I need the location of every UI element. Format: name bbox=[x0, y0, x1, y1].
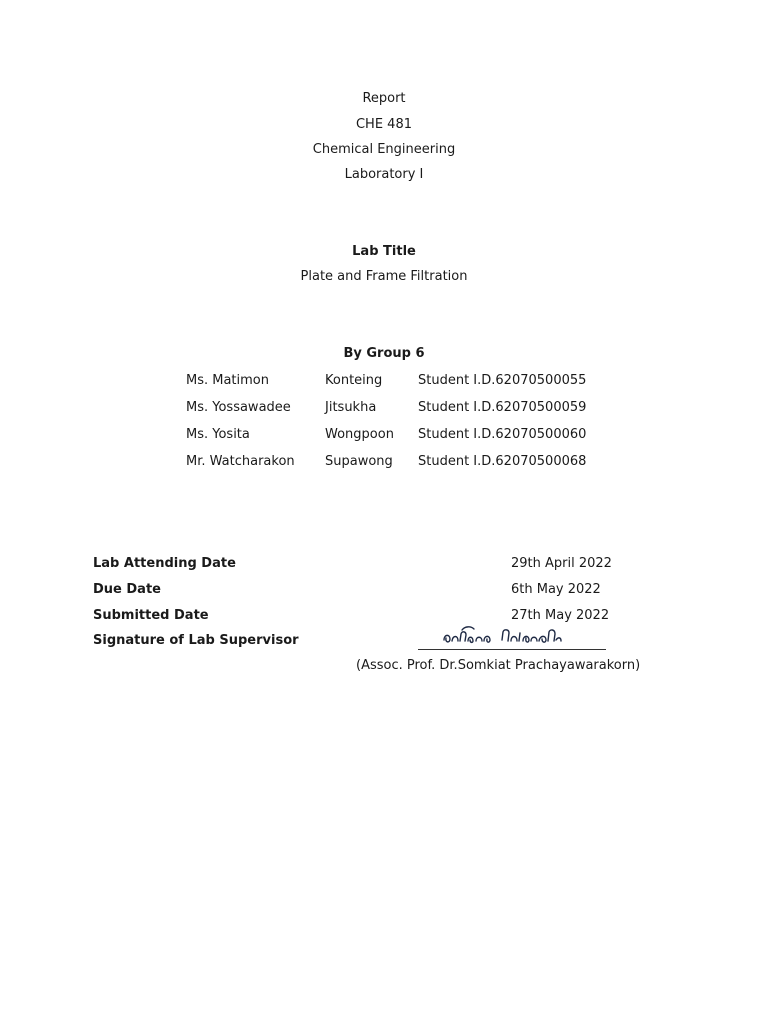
due-date-row bbox=[0, 582, 768, 598]
member-row bbox=[0, 427, 768, 443]
member-last-name: Konteing bbox=[325, 373, 383, 388]
member-first-name: Ms. Matimon bbox=[186, 373, 270, 388]
member-first-name: Ms. Yossawadee bbox=[186, 400, 291, 415]
course-subtitle: Laboratory I bbox=[344, 167, 424, 182]
attending-date-label: Lab Attending Date bbox=[93, 556, 236, 571]
attending-date-value: 29th April 2022 bbox=[511, 556, 612, 571]
member-row bbox=[0, 454, 768, 470]
member-first-name: Mr. Watcharakon bbox=[186, 454, 295, 469]
signature-line bbox=[418, 649, 606, 650]
supervisor-signature bbox=[440, 622, 564, 648]
member-student-id: Student I.D.62070500068 bbox=[418, 454, 587, 469]
supervisor-name: (Assoc. Prof. Dr.Somkiat Prachayawarakorn) bbox=[356, 658, 641, 673]
course-name: Chemical Engineering bbox=[312, 142, 456, 157]
member-first-name: Ms. Yosita bbox=[186, 427, 250, 442]
lab-title: Plate and Frame Filtration bbox=[300, 269, 468, 284]
group-heading: By Group 6 bbox=[343, 346, 425, 361]
member-row bbox=[0, 373, 768, 389]
submitted-date-label: Submitted Date bbox=[93, 608, 209, 623]
due-date-label: Due Date bbox=[93, 582, 161, 597]
member-student-id: Student I.D.62070500059 bbox=[418, 400, 587, 415]
report-heading: Report bbox=[362, 91, 406, 106]
submitted-date-value: 27th May 2022 bbox=[511, 608, 610, 623]
member-last-name: Wongpoon bbox=[325, 427, 394, 442]
member-last-name: Jitsukha bbox=[325, 400, 377, 415]
member-student-id: Student I.D.62070500060 bbox=[418, 427, 587, 442]
member-student-id: Student I.D.62070500055 bbox=[418, 373, 587, 388]
attending-date-row bbox=[0, 556, 768, 572]
due-date-value: 6th May 2022 bbox=[511, 582, 601, 597]
course-code: CHE 481 bbox=[355, 117, 412, 132]
lab-title-heading: Lab Title bbox=[352, 244, 416, 259]
signature-row bbox=[0, 633, 768, 649]
submitted-date-row bbox=[0, 608, 768, 624]
member-row bbox=[0, 400, 768, 416]
member-last-name: Supawong bbox=[325, 454, 393, 469]
signature-label: Signature of Lab Supervisor bbox=[93, 633, 299, 648]
